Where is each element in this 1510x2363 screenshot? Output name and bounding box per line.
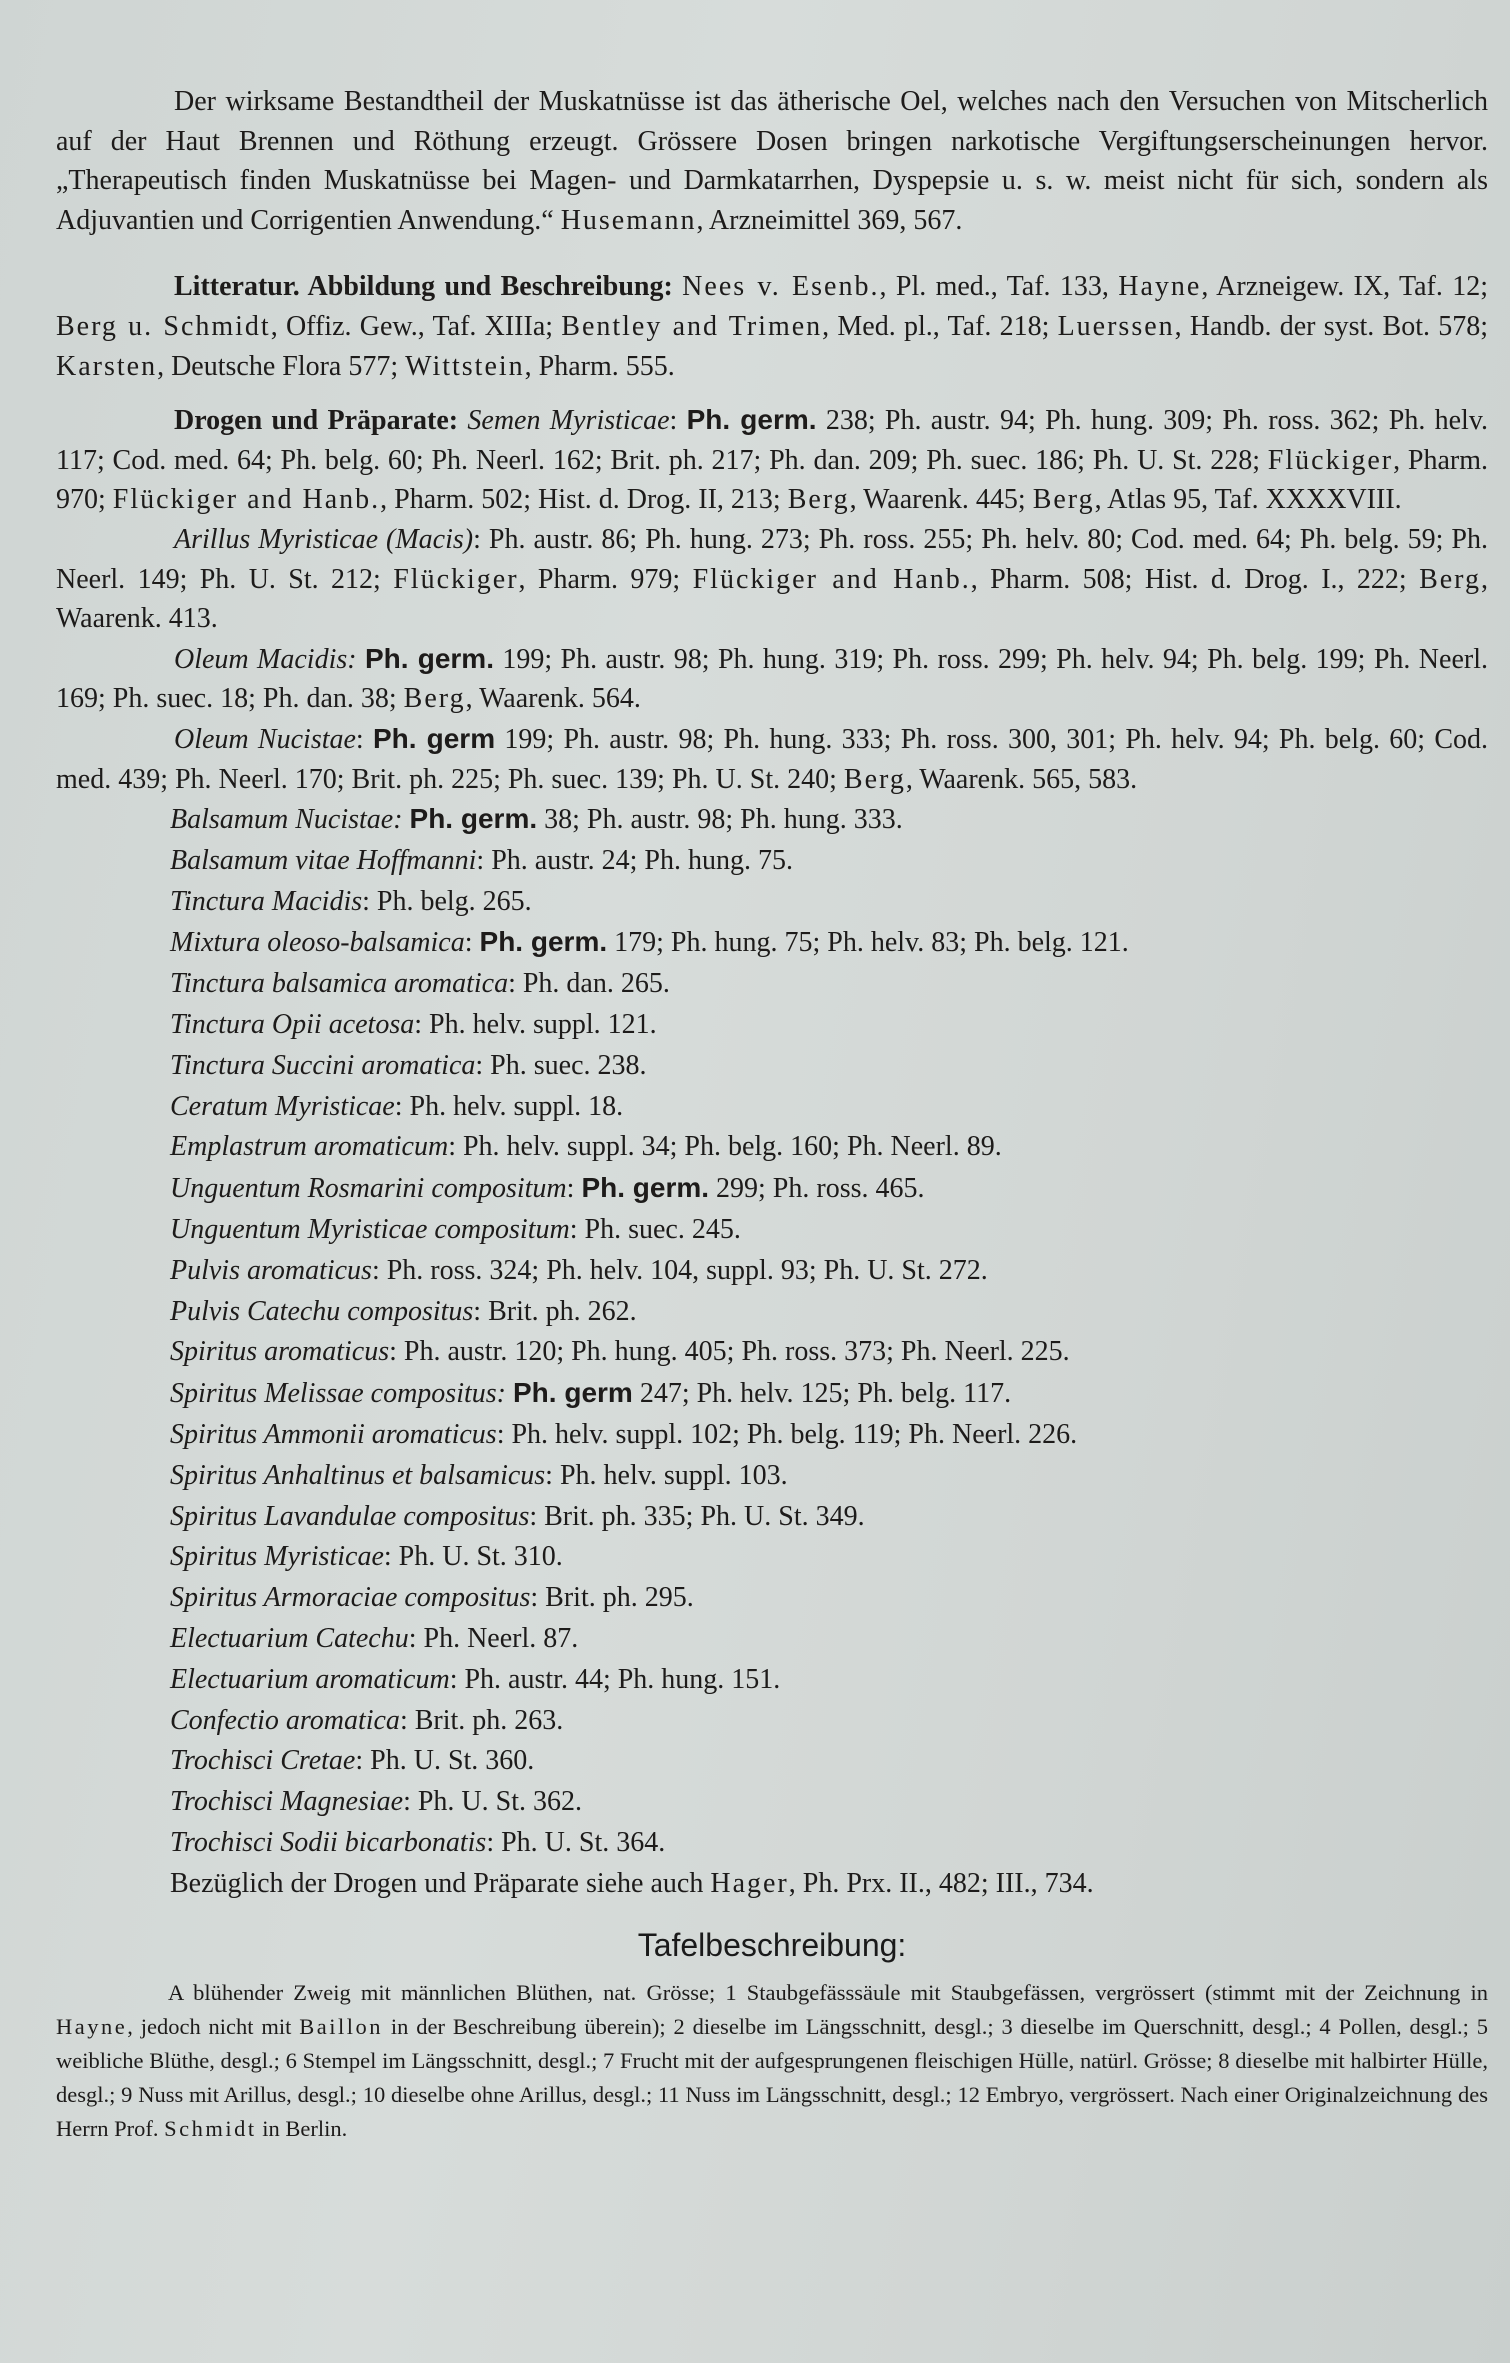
ph-germ-mark: Ph. germ. <box>479 926 608 958</box>
list-item: Spiritus aromaticus: Ph. austr. 120; Ph. hung. 405; Ph. ross. 373; Ph. Neerl. 225. <box>170 1336 1070 1368</box>
drug-name: Spiritus Melissae compositus: <box>170 1378 506 1410</box>
drug-name: Unguentum Rosmarini compositum <box>170 1173 567 1205</box>
author-name: Berg <box>843 763 906 795</box>
drug-name: Pulvis aromaticus <box>170 1254 372 1286</box>
arillus-paragraph: Arillus Myristicae (Macis): Ph. austr. 86; Ph. hung. 273; Ph. ross. 255; Ph. helv. 80; Cod. med. 64; Ph. belg. 59; Ph. Neerl. 149; Ph. U. St. 212; Flückiger, Pharm. 979; Flückiger and Hanb., Pharm. 508; Hist. d. Drog. I., 222; Berg, Waarenk. 413. <box>56 523 1488 635</box>
list-item: Unguentum Myristicae compositum: Ph. suec. 245. <box>170 1214 741 1246</box>
drug-name: Oleum Macidis: <box>174 643 357 675</box>
author-name: Hayne <box>56 2013 128 2039</box>
list-item: Emplastrum aromaticum: Ph. helv. suppl. 34; Ph. belg. 160; Ph. Neerl. 89. <box>170 1131 1002 1163</box>
list-item: Trochisci Magnesiae: Ph. U. St. 362. <box>170 1786 582 1818</box>
author-name: Berg <box>403 683 466 715</box>
author-name: Baillon <box>299 2013 384 2039</box>
list-item: Spiritus Anhaltinus et balsamicus: Ph. helv. suppl. 103. <box>170 1459 788 1491</box>
drug-name: Unguentum Myristicae compositum <box>170 1214 570 1246</box>
list-item: Tinctura balsamica aromatica: Ph. dan. 265. <box>170 968 670 1000</box>
list-item: Spiritus Lavandulae compositus: Brit. ph. 335; Ph. U. St. 349. <box>170 1500 865 1532</box>
list-item: Spiritus Melissae compositus: Ph. germ 247; Ph. helv. 125; Ph. belg. 117. <box>170 1377 1012 1410</box>
list-item: Tinctura Succini aromatica: Ph. suec. 238. <box>170 1049 647 1081</box>
author-name: Berg <box>787 484 850 516</box>
drug-name: Trochisci Sodii bicarbonatis <box>170 1827 487 1859</box>
author-name: Flückiger <box>393 563 519 595</box>
author-name: Hager <box>710 1867 789 1899</box>
drug-name: Spiritus aromaticus <box>170 1336 390 1368</box>
oleum-macidis-paragraph: Oleum Macidis: Ph. germ. 199; Ph. austr. 98; Ph. hung. 319; Ph. ross. 299; Ph. helv. 94; Ph. belg. 199; Ph. Neerl. 169; Ph. suec. 18; Ph. dan. 38; Berg, Waarenk. 564. <box>56 642 1488 715</box>
list-item: Balsamum vitae Hoffmanni: Ph. austr. 24; Ph. hung. 75. <box>170 844 794 876</box>
list-item: Spiritus Armoraciae compositus: Brit. ph. 295. <box>170 1582 694 1614</box>
drug-name: Oleum Nucistae <box>174 723 356 755</box>
list-item: Pulvis aromaticus: Ph. ross. 324; Ph. helv. 104, suppl. 93; Ph. U. St. 272. <box>170 1254 988 1286</box>
drug-name: Tinctura Macidis <box>170 885 363 917</box>
list-item: Confectio aromatica: Brit. ph. 263. <box>170 1704 564 1736</box>
author-name: Karsten <box>56 350 158 382</box>
preparation-list <box>56 799 1488 1905</box>
list-item: Tinctura Macidis: Ph. belg. 265. <box>170 885 532 917</box>
drug-name: Spiritus Armoraciae compositus <box>170 1582 531 1614</box>
drug-name: Electuarium Catechu <box>170 1623 409 1655</box>
list-item: Ceratum Myristicae: Ph. helv. suppl. 18. <box>170 1090 624 1122</box>
author-name: Husemann <box>560 204 697 236</box>
drug-name: Balsamum vitae Hoffmanni <box>170 844 477 876</box>
list-item: Pulvis Catechu compositus: Brit. ph. 262. <box>170 1295 637 1327</box>
drug-name: Spiritus Anhaltinus et balsamicus <box>170 1459 546 1491</box>
drug-name: Trochisci Cretae <box>170 1745 356 1777</box>
list-item: Balsamum Nucistae: Ph. germ. 38; Ph. austr. 98; Ph. hung. 333. <box>170 803 903 836</box>
drug-name: Mixtura oleoso-balsamica <box>170 927 465 959</box>
drug-name: Spiritus Ammonii aromaticus <box>170 1419 497 1451</box>
oleum-nucistae-paragraph: Oleum Nucistae: Ph. germ 199; Ph. austr. 98; Ph. hung. 333; Ph. ross. 300, 301; Ph. helv. 94; Ph. belg. 60; Cod. med. 439; Ph. Neerl. 170; Brit. ph. 225; Ph. suec. 139; Ph. U. St. 240; Berg, Waarenk. 565, 583. <box>56 722 1489 795</box>
author-name: Berg u. Schmidt <box>56 310 271 342</box>
list-item: Electuarium aromaticum: Ph. austr. 44; Ph. hung. 151. <box>170 1663 781 1695</box>
drug-name: Pulvis Catechu compositus <box>170 1295 474 1327</box>
drug-name: Confectio aromatica <box>170 1704 400 1736</box>
author-name: Luerssen <box>1057 310 1175 342</box>
tafel-heading: Tafelbeschreibung: <box>637 1926 907 1963</box>
drug-name: Semen Myristicae <box>467 405 670 437</box>
author-name: Flückiger <box>1267 444 1394 476</box>
bezueglich-line: Bezüglich der Drogen und Präparate siehe auch Hager, Ph. Prx. II., 482; III., 734. <box>170 1867 1094 1899</box>
list-item: Tinctura Opii acetosa: Ph. helv. suppl. 121. <box>170 1009 657 1041</box>
list-item: Electuarium Catechu: Ph. Neerl. 87. <box>170 1623 579 1655</box>
intro-paragraph: Der wirksame Bestandtheil der Muskatnüsse ist das ätherische Oel, welches nach den Versuchen von Mitscherlich auf der Haut Brennen und Röthung erzeugt. Grössere Dosen bringen narkotische Vergiftungserscheinungen hervor. „Therapeutisch finden Muskatnüsse bei Magen- und Darmkatarrhen, Dyspepsie u. s. w. meist nicht für sich, sondern als Adjuvantien und Corrigentien Anwendung.“ Husemann, Arzneimittel 369, 567. <box>56 86 1488 236</box>
author-name: Hayne <box>1118 271 1202 303</box>
drogen-semen-paragraph: Drogen und Präparate: Semen Myristicae: Ph. germ. 238; Ph. austr. 94; Ph. hung. 309; Ph. ross. 362; Ph. helv. 117; Cod. med. 64; Ph. belg. 60; Ph. Neerl. 162; Brit. ph. 217; Ph. dan. 209; Ph. suec. 186; Ph. U. St. 228; Flückiger, Pharm. 970; Flückiger and Hanb., Pharm. 502; Hist. d. Drog. II, 213; Berg, Waarenk. 445; Berg, Atlas 95, Taf. XXXXVIII. <box>56 404 1489 516</box>
list-item: Spiritus Myristicae: Ph. U. St. 310. <box>170 1541 563 1573</box>
author-name: Nees v. Esenb. <box>682 271 880 303</box>
author-name: Flückiger and Hanb. <box>692 563 971 595</box>
author-name: Berg <box>1419 563 1481 595</box>
list-item: Unguentum Rosmarini compositum: Ph. germ. 299; Ph. ross. 465. <box>170 1172 925 1205</box>
author-name: Bentley and Trimen <box>561 310 823 342</box>
ph-germ-mark: Ph. germ <box>373 722 496 754</box>
author-name: Flückiger and Hanb. <box>112 484 381 516</box>
drug-name: Trochisci Magnesiae <box>170 1786 404 1818</box>
ph-germ-mark: Ph. germ. <box>581 1172 710 1204</box>
drug-name: Ceratum Myristicae <box>170 1090 395 1122</box>
drug-name: Electuarium aromaticum <box>170 1663 450 1695</box>
list-item: Mixtura oleoso-balsamica: Ph. germ. 179; Ph. hung. 75; Ph. helv. 83; Ph. belg. 121. <box>170 926 1129 959</box>
drug-name: Tinctura balsamica aromatica <box>170 968 509 1000</box>
litteratur-paragraph: Litteratur. Abbildung und Beschreibung: Nees v. Esenb., Pl. med., Taf. 133, Hayne, Arzneigew. IX, Taf. 12; Berg u. Schmidt, Offiz. Gew., Taf. XIIIa; Bentley and Trimen, Med. pl., Taf. 218; Luerssen, Handb. der syst. Bot. 578; Karsten, Deutsche Flora 577; Wittstein, Pharm. 555. <box>56 271 1489 382</box>
drug-name: Tinctura Opii acetosa <box>170 1009 415 1041</box>
drug-name: Spiritus Lavandulae compositus <box>170 1500 530 1532</box>
list-item: Trochisci Cretae: Ph. U. St. 360. <box>170 1745 535 1777</box>
drogen-heading: Drogen und Präparate: <box>174 405 459 437</box>
tafel-description: A blühender Zweig mit männlichen Blüthen, nat. Grösse; 1 Staubgefässsäule mit Staubgefässen, vergrössert (stimmt mit der Zeichnung in Hayne, jedoch nicht mit Baillon in der Beschreibung überein); 2 dieselbe im Längsschnitt, desgl.; 3 dieselbe im Querschnitt, desgl.; 4 Pollen, desgl.; 5 weibliche Blüthe, desgl.; 6 Stempel im Längsschnitt, desgl.; 7 Frucht mit der aufgesprungenen fleischigen Hülle, natürl. Grösse; 8 dieselbe mit halbirter Hülle, desgl.; 9 Nuss mit Arillus, desgl.; 10 dieselbe ohne Arillus, desgl.; 11 Nuss im Längsschnitt, desgl.; 12 Embryo, vergrössert. Nach einer Originalzeichnung des Herrn Prof. Schmidt in Berlin. <box>56 1979 1489 2141</box>
list-item: Trochisci Sodii bicarbonatis: Ph. U. St. 364. <box>170 1827 666 1859</box>
ph-germ-mark: Ph. germ. <box>364 642 494 674</box>
ph-germ-mark: Ph. germ <box>513 1377 633 1409</box>
author-name: Berg <box>1032 484 1095 516</box>
author-name: Wittstein <box>405 350 525 382</box>
litteratur-heading: Litteratur. Abbildung und Beschreibung: <box>174 271 673 303</box>
drug-name: Balsamum Nucistae: <box>170 804 403 836</box>
ph-germ-mark: Ph. germ. <box>686 404 817 436</box>
drug-name: Tinctura Succini aromatica <box>170 1049 476 1081</box>
ph-germ-mark: Ph. germ. <box>409 803 538 835</box>
list-item: Spiritus Ammonii aromaticus: Ph. helv. suppl. 102; Ph. belg. 119; Ph. Neerl. 226. <box>170 1419 1078 1451</box>
author-name: Schmidt <box>164 2115 257 2141</box>
drug-name: Spiritus Myristicae <box>170 1541 384 1573</box>
drug-name: Emplastrum aromaticum <box>170 1131 449 1163</box>
drug-name: Arillus Myristicae (Macis) <box>174 523 474 555</box>
